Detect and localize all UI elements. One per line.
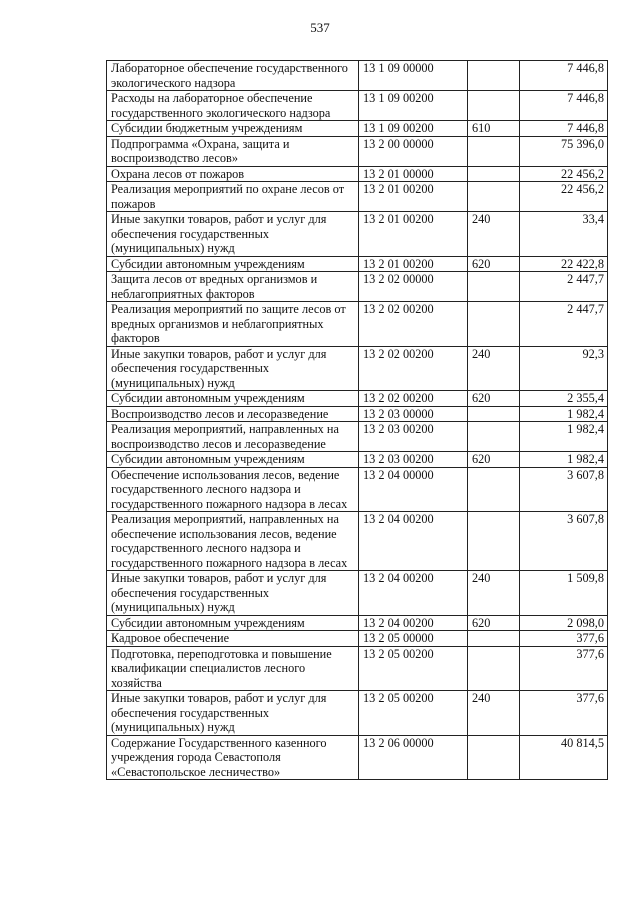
row-amount-cell: 377,6	[520, 631, 608, 647]
row-expense-type-cell: 240	[468, 571, 520, 616]
row-name-cell: Субсидии автономным учреждениям	[107, 391, 359, 407]
row-amount-cell: 2 447,7	[520, 302, 608, 347]
row-expense-type-cell: 620	[468, 391, 520, 407]
table-row	[107, 406, 608, 422]
row-expense-type-cell: 610	[468, 121, 520, 137]
table-row	[107, 182, 608, 212]
table-row	[107, 646, 608, 691]
row-name-cell: Субсидии автономным учреждениям	[107, 452, 359, 468]
table-row	[107, 691, 608, 736]
row-name-cell: Реализация мероприятий, направленных на обеспечение использования лесов, ведение государственного лесного надзора и государственного пожарного надзора в лесах	[107, 512, 359, 571]
table-row	[107, 631, 608, 647]
row-expense-type-cell	[468, 735, 520, 780]
row-amount-cell: 33,4	[520, 212, 608, 257]
row-name-cell: Защита лесов от вредных организмов и неблагоприятных факторов	[107, 272, 359, 302]
row-code-cell: 13 2 02 00200	[359, 391, 468, 407]
table-row	[107, 571, 608, 616]
table-row	[107, 121, 608, 137]
row-amount-cell: 1 982,4	[520, 452, 608, 468]
row-name-cell: Обеспечение использования лесов, ведение государственного лесного надзора и государственного пожарного надзора в лесах	[107, 467, 359, 512]
row-name-cell: Субсидии автономным учреждениям	[107, 256, 359, 272]
table-row	[107, 136, 608, 166]
row-code-cell: 13 2 03 00200	[359, 422, 468, 452]
row-code-cell: 13 2 05 00200	[359, 646, 468, 691]
row-name-cell: Субсидии бюджетным учреждениям	[107, 121, 359, 137]
row-code-cell: 13 1 09 00000	[359, 61, 468, 91]
table-row	[107, 346, 608, 391]
row-expense-type-cell	[468, 631, 520, 647]
row-amount-cell: 3 607,8	[520, 467, 608, 512]
row-amount-cell: 7 446,8	[520, 91, 608, 121]
row-code-cell: 13 2 03 00200	[359, 452, 468, 468]
row-expense-type-cell: 620	[468, 615, 520, 631]
row-expense-type-cell	[468, 512, 520, 571]
table-row	[107, 91, 608, 121]
row-expense-type-cell	[468, 136, 520, 166]
row-code-cell: 13 1 09 00200	[359, 91, 468, 121]
row-name-cell: Лабораторное обеспечение государственного экологического надзора	[107, 61, 359, 91]
row-amount-cell: 1 982,4	[520, 406, 608, 422]
budget-table	[106, 60, 608, 780]
row-name-cell: Реализация мероприятий по охране лесов от пожаров	[107, 182, 359, 212]
row-expense-type-cell	[468, 422, 520, 452]
row-expense-type-cell	[468, 467, 520, 512]
row-name-cell: Расходы на лабораторное обеспечение государственного экологического надзора	[107, 91, 359, 121]
row-expense-type-cell: 240	[468, 212, 520, 257]
table-row	[107, 272, 608, 302]
row-amount-cell: 7 446,8	[520, 121, 608, 137]
row-code-cell: 13 2 01 00200	[359, 256, 468, 272]
row-amount-cell: 22 456,2	[520, 166, 608, 182]
row-code-cell: 13 2 02 00200	[359, 346, 468, 391]
row-name-cell: Воспроизводство лесов и лесоразведение	[107, 406, 359, 422]
row-amount-cell: 2 355,4	[520, 391, 608, 407]
row-expense-type-cell	[468, 61, 520, 91]
row-name-cell: Иные закупки товаров, работ и услуг для обеспечения государственных (муниципальных) нужд	[107, 571, 359, 616]
row-code-cell: 13 2 04 00200	[359, 615, 468, 631]
row-amount-cell: 1 509,8	[520, 571, 608, 616]
row-code-cell: 13 2 05 00000	[359, 631, 468, 647]
row-amount-cell: 3 607,8	[520, 512, 608, 571]
row-name-cell: Иные закупки товаров, работ и услуг для обеспечения государственных (муниципальных) нужд	[107, 346, 359, 391]
table-row	[107, 256, 608, 272]
table-row	[107, 735, 608, 780]
row-code-cell: 13 2 04 00200	[359, 571, 468, 616]
table-row	[107, 61, 608, 91]
row-code-cell: 13 2 02 00000	[359, 272, 468, 302]
row-amount-cell: 7 446,8	[520, 61, 608, 91]
row-name-cell: Реализация мероприятий по защите лесов от вредных организмов и неблагоприятных факторов	[107, 302, 359, 347]
row-amount-cell: 2 447,7	[520, 272, 608, 302]
row-code-cell: 13 2 01 00000	[359, 166, 468, 182]
row-code-cell: 13 2 01 00200	[359, 182, 468, 212]
table-row	[107, 166, 608, 182]
row-code-cell: 13 2 00 00000	[359, 136, 468, 166]
row-amount-cell: 377,6	[520, 691, 608, 736]
row-name-cell: Субсидии автономным учреждениям	[107, 615, 359, 631]
row-expense-type-cell	[468, 182, 520, 212]
row-amount-cell: 75 396,0	[520, 136, 608, 166]
row-expense-type-cell: 240	[468, 346, 520, 391]
row-code-cell: 13 2 01 00200	[359, 212, 468, 257]
row-expense-type-cell	[468, 272, 520, 302]
row-name-cell: Иные закупки товаров, работ и услуг для обеспечения государственных (муниципальных) нужд	[107, 691, 359, 736]
row-amount-cell: 2 098,0	[520, 615, 608, 631]
row-name-cell: Содержание Государственного казенного учреждения города Севастополя «Севастопольское лесничество»	[107, 735, 359, 780]
row-code-cell: 13 2 06 00000	[359, 735, 468, 780]
row-name-cell: Подготовка, переподготовка и повышение квалификации специалистов лесного хозяйства	[107, 646, 359, 691]
table-row	[107, 422, 608, 452]
row-expense-type-cell	[468, 91, 520, 121]
row-code-cell: 13 1 09 00200	[359, 121, 468, 137]
row-name-cell: Охрана лесов от пожаров	[107, 166, 359, 182]
row-expense-type-cell: 240	[468, 691, 520, 736]
row-code-cell: 13 2 02 00200	[359, 302, 468, 347]
row-amount-cell: 22 422,8	[520, 256, 608, 272]
table-row	[107, 512, 608, 571]
table-row	[107, 302, 608, 347]
row-amount-cell: 92,3	[520, 346, 608, 391]
table-row	[107, 391, 608, 407]
row-name-cell: Подпрограмма «Охрана, защита и воспроизводство лесов»	[107, 136, 359, 166]
page-number: 537	[310, 20, 330, 35]
row-code-cell: 13 2 03 00000	[359, 406, 468, 422]
row-expense-type-cell: 620	[468, 452, 520, 468]
table-row	[107, 212, 608, 257]
row-expense-type-cell: 620	[468, 256, 520, 272]
row-expense-type-cell	[468, 302, 520, 347]
table-row	[107, 467, 608, 512]
row-amount-cell: 1 982,4	[520, 422, 608, 452]
table-row	[107, 615, 608, 631]
row-name-cell: Реализация мероприятий, направленных на воспроизводство лесов и лесоразведение	[107, 422, 359, 452]
row-expense-type-cell	[468, 406, 520, 422]
row-expense-type-cell	[468, 646, 520, 691]
row-amount-cell: 40 814,5	[520, 735, 608, 780]
row-amount-cell: 377,6	[520, 646, 608, 691]
row-amount-cell: 22 456,2	[520, 182, 608, 212]
row-code-cell: 13 2 05 00200	[359, 691, 468, 736]
table-row	[107, 452, 608, 468]
row-code-cell: 13 2 04 00000	[359, 467, 468, 512]
row-expense-type-cell	[468, 166, 520, 182]
row-code-cell: 13 2 04 00200	[359, 512, 468, 571]
row-name-cell: Кадровое обеспечение	[107, 631, 359, 647]
row-name-cell: Иные закупки товаров, работ и услуг для обеспечения государственных (муниципальных) нужд	[107, 212, 359, 257]
